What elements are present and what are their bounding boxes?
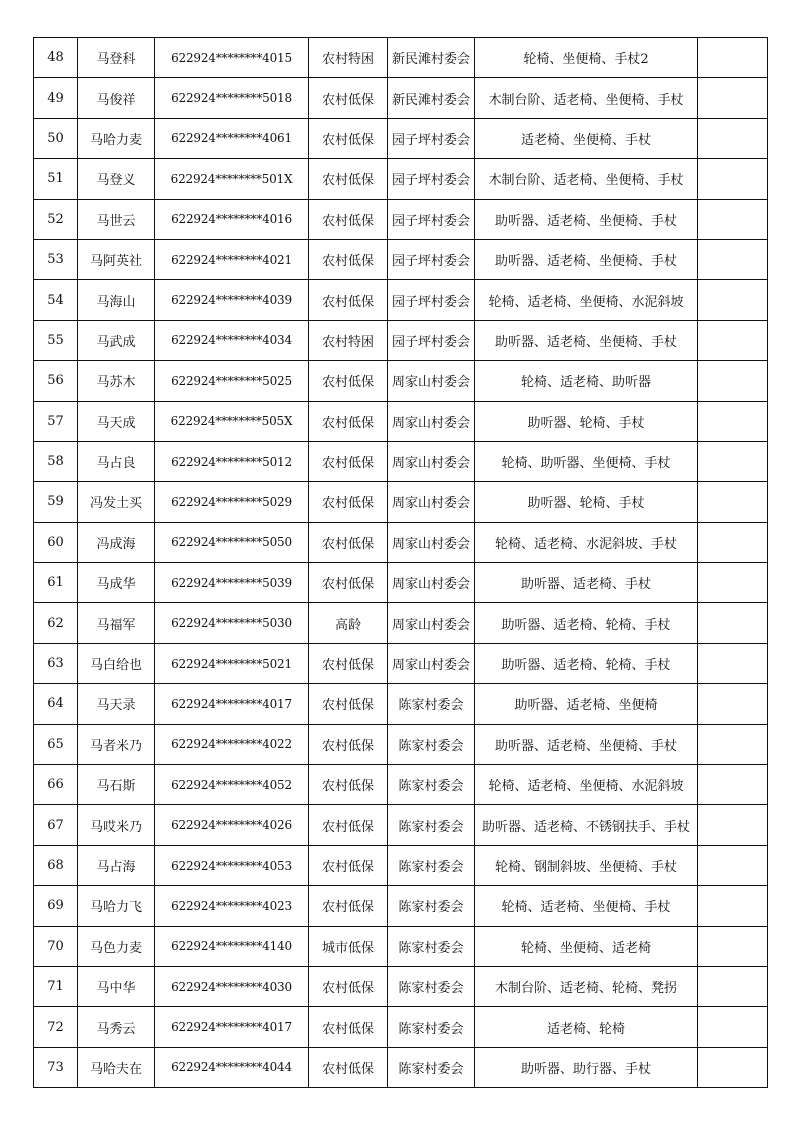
aid-items-cell: 轮椅、坐便椅、手杖2 bbox=[475, 38, 698, 78]
row-number-cell: 66 bbox=[34, 765, 78, 805]
name-cell: 马天成 bbox=[78, 401, 155, 441]
table-row bbox=[34, 966, 768, 1006]
name-cell: 马福军 bbox=[78, 603, 155, 643]
remarks-cell bbox=[698, 805, 768, 845]
name-cell: 马天录 bbox=[78, 684, 155, 724]
aid-items-cell: 轮椅、适老椅、助听器 bbox=[475, 361, 698, 401]
name-cell: 冯成海 bbox=[78, 522, 155, 562]
name-cell: 马白给也 bbox=[78, 643, 155, 683]
table-row bbox=[34, 38, 768, 78]
id-number-cell: 622924********4026 bbox=[155, 805, 309, 845]
row-number-cell: 48 bbox=[34, 38, 78, 78]
aid-items-cell: 助听器、适老椅、坐便椅 bbox=[475, 684, 698, 724]
remarks-cell bbox=[698, 199, 768, 239]
table-body bbox=[34, 38, 768, 1088]
remarks-cell bbox=[698, 563, 768, 603]
category-cell: 农村低保 bbox=[309, 522, 388, 562]
id-number-cell: 622924********4034 bbox=[155, 320, 309, 360]
remarks-cell bbox=[698, 38, 768, 78]
row-number-cell: 61 bbox=[34, 563, 78, 603]
category-cell: 农村低保 bbox=[309, 78, 388, 118]
village-committee-cell: 新民滩村委会 bbox=[388, 38, 475, 78]
remarks-cell bbox=[698, 239, 768, 279]
table-row bbox=[34, 522, 768, 562]
table-row bbox=[34, 1047, 768, 1087]
village-committee-cell: 陈家村委会 bbox=[388, 845, 475, 885]
aid-items-cell: 助听器、适老椅、坐便椅、手杖 bbox=[475, 199, 698, 239]
id-number-cell: 622924********4052 bbox=[155, 765, 309, 805]
id-number-cell: 622924********5018 bbox=[155, 78, 309, 118]
remarks-cell bbox=[698, 482, 768, 522]
row-number-cell: 69 bbox=[34, 886, 78, 926]
name-cell: 马占良 bbox=[78, 441, 155, 481]
row-number-cell: 67 bbox=[34, 805, 78, 845]
name-cell: 马哈力飞 bbox=[78, 886, 155, 926]
name-cell: 马苏木 bbox=[78, 361, 155, 401]
id-number-cell: 622924********4017 bbox=[155, 684, 309, 724]
category-cell: 农村低保 bbox=[309, 765, 388, 805]
village-committee-cell: 周家山村委会 bbox=[388, 563, 475, 603]
row-number-cell: 73 bbox=[34, 1047, 78, 1087]
table-row bbox=[34, 724, 768, 764]
remarks-cell bbox=[698, 159, 768, 199]
category-cell: 农村低保 bbox=[309, 563, 388, 603]
village-committee-cell: 园子坪村委会 bbox=[388, 239, 475, 279]
category-cell: 农村低保 bbox=[309, 724, 388, 764]
table-row bbox=[34, 78, 768, 118]
id-number-cell: 622924********505X bbox=[155, 401, 309, 441]
name-cell: 马哈力麦 bbox=[78, 118, 155, 158]
remarks-cell bbox=[698, 765, 768, 805]
category-cell: 农村低保 bbox=[309, 1047, 388, 1087]
category-cell: 农村低保 bbox=[309, 199, 388, 239]
row-number-cell: 64 bbox=[34, 684, 78, 724]
table-row bbox=[34, 765, 768, 805]
village-committee-cell: 陈家村委会 bbox=[388, 966, 475, 1006]
table-row bbox=[34, 280, 768, 320]
name-cell: 马海山 bbox=[78, 280, 155, 320]
village-committee-cell: 陈家村委会 bbox=[388, 1047, 475, 1087]
remarks-cell bbox=[698, 118, 768, 158]
remarks-cell bbox=[698, 684, 768, 724]
name-cell: 马石斯 bbox=[78, 765, 155, 805]
id-number-cell: 622924********4021 bbox=[155, 239, 309, 279]
id-number-cell: 622924********4044 bbox=[155, 1047, 309, 1087]
remarks-cell bbox=[698, 361, 768, 401]
category-cell: 农村低保 bbox=[309, 239, 388, 279]
category-cell: 高龄 bbox=[309, 603, 388, 643]
id-number-cell: 622924********5012 bbox=[155, 441, 309, 481]
remarks-cell bbox=[698, 966, 768, 1006]
category-cell: 农村低保 bbox=[309, 643, 388, 683]
aid-items-cell: 助听器、适老椅、手杖 bbox=[475, 563, 698, 603]
name-cell: 马色力麦 bbox=[78, 926, 155, 966]
row-number-cell: 70 bbox=[34, 926, 78, 966]
row-number-cell: 55 bbox=[34, 320, 78, 360]
village-committee-cell: 园子坪村委会 bbox=[388, 199, 475, 239]
table-row bbox=[34, 1007, 768, 1047]
id-number-cell: 622924********4022 bbox=[155, 724, 309, 764]
id-number-cell: 622924********4140 bbox=[155, 926, 309, 966]
aid-items-cell: 助听器、适老椅、不锈钢扶手、手杖 bbox=[475, 805, 698, 845]
category-cell: 农村低保 bbox=[309, 280, 388, 320]
id-number-cell: 622924********4030 bbox=[155, 966, 309, 1006]
village-committee-cell: 园子坪村委会 bbox=[388, 159, 475, 199]
row-number-cell: 54 bbox=[34, 280, 78, 320]
row-number-cell: 52 bbox=[34, 199, 78, 239]
id-number-cell: 622924********501X bbox=[155, 159, 309, 199]
name-cell: 马俊祥 bbox=[78, 78, 155, 118]
village-committee-cell: 周家山村委会 bbox=[388, 401, 475, 441]
table-row bbox=[34, 805, 768, 845]
category-cell: 农村低保 bbox=[309, 1007, 388, 1047]
remarks-cell bbox=[698, 320, 768, 360]
id-number-cell: 622924********5021 bbox=[155, 643, 309, 683]
aid-items-cell: 适老椅、轮椅 bbox=[475, 1007, 698, 1047]
aid-items-cell: 轮椅、助听器、坐便椅、手杖 bbox=[475, 441, 698, 481]
name-cell: 马阿英社 bbox=[78, 239, 155, 279]
id-number-cell: 622924********4017 bbox=[155, 1007, 309, 1047]
row-number-cell: 57 bbox=[34, 401, 78, 441]
row-number-cell: 59 bbox=[34, 482, 78, 522]
village-committee-cell: 陈家村委会 bbox=[388, 926, 475, 966]
category-cell: 农村低保 bbox=[309, 966, 388, 1006]
table-row bbox=[34, 401, 768, 441]
aid-items-cell: 助听器、助行器、手杖 bbox=[475, 1047, 698, 1087]
category-cell: 农村低保 bbox=[309, 118, 388, 158]
category-cell: 农村特困 bbox=[309, 320, 388, 360]
beneficiary-table bbox=[33, 37, 768, 1088]
remarks-cell bbox=[698, 845, 768, 885]
name-cell: 马武成 bbox=[78, 320, 155, 360]
category-cell: 农村低保 bbox=[309, 482, 388, 522]
id-number-cell: 622924********4015 bbox=[155, 38, 309, 78]
remarks-cell bbox=[698, 78, 768, 118]
name-cell: 马哎米乃 bbox=[78, 805, 155, 845]
table-row bbox=[34, 441, 768, 481]
category-cell: 农村特困 bbox=[309, 38, 388, 78]
id-number-cell: 622924********4061 bbox=[155, 118, 309, 158]
village-committee-cell: 周家山村委会 bbox=[388, 361, 475, 401]
aid-items-cell: 木制台阶、适老椅、坐便椅、手杖 bbox=[475, 159, 698, 199]
category-cell: 农村低保 bbox=[309, 684, 388, 724]
aid-items-cell: 助听器、适老椅、坐便椅、手杖 bbox=[475, 239, 698, 279]
table-row bbox=[34, 118, 768, 158]
row-number-cell: 49 bbox=[34, 78, 78, 118]
row-number-cell: 68 bbox=[34, 845, 78, 885]
remarks-cell bbox=[698, 401, 768, 441]
aid-items-cell: 轮椅、适老椅、坐便椅、手杖 bbox=[475, 886, 698, 926]
village-committee-cell: 陈家村委会 bbox=[388, 1007, 475, 1047]
remarks-cell bbox=[698, 643, 768, 683]
village-committee-cell: 园子坪村委会 bbox=[388, 280, 475, 320]
row-number-cell: 71 bbox=[34, 966, 78, 1006]
remarks-cell bbox=[698, 926, 768, 966]
id-number-cell: 622924********5029 bbox=[155, 482, 309, 522]
category-cell: 农村低保 bbox=[309, 401, 388, 441]
category-cell: 农村低保 bbox=[309, 361, 388, 401]
id-number-cell: 622924********5025 bbox=[155, 361, 309, 401]
remarks-cell bbox=[698, 1047, 768, 1087]
table-row bbox=[34, 603, 768, 643]
category-cell: 农村低保 bbox=[309, 441, 388, 481]
village-committee-cell: 陈家村委会 bbox=[388, 765, 475, 805]
id-number-cell: 622924********5030 bbox=[155, 603, 309, 643]
remarks-cell bbox=[698, 724, 768, 764]
id-number-cell: 622924********4053 bbox=[155, 845, 309, 885]
village-committee-cell: 陈家村委会 bbox=[388, 684, 475, 724]
table-row bbox=[34, 239, 768, 279]
row-number-cell: 58 bbox=[34, 441, 78, 481]
name-cell: 冯发土买 bbox=[78, 482, 155, 522]
category-cell: 农村低保 bbox=[309, 845, 388, 885]
table-row bbox=[34, 320, 768, 360]
row-number-cell: 53 bbox=[34, 239, 78, 279]
id-number-cell: 622924********4016 bbox=[155, 199, 309, 239]
aid-items-cell: 助听器、轮椅、手杖 bbox=[475, 401, 698, 441]
village-committee-cell: 园子坪村委会 bbox=[388, 320, 475, 360]
village-committee-cell: 陈家村委会 bbox=[388, 724, 475, 764]
aid-items-cell: 轮椅、适老椅、水泥斜坡、手杖 bbox=[475, 522, 698, 562]
village-committee-cell: 周家山村委会 bbox=[388, 522, 475, 562]
category-cell: 农村低保 bbox=[309, 159, 388, 199]
aid-items-cell: 木制台阶、适老椅、轮椅、凳拐 bbox=[475, 966, 698, 1006]
aid-items-cell: 轮椅、坐便椅、适老椅 bbox=[475, 926, 698, 966]
id-number-cell: 622924********5050 bbox=[155, 522, 309, 562]
table-row bbox=[34, 643, 768, 683]
aid-items-cell: 轮椅、适老椅、坐便椅、水泥斜坡 bbox=[475, 765, 698, 805]
category-cell: 农村低保 bbox=[309, 805, 388, 845]
remarks-cell bbox=[698, 441, 768, 481]
aid-items-cell: 适老椅、坐便椅、手杖 bbox=[475, 118, 698, 158]
id-number-cell: 622924********4023 bbox=[155, 886, 309, 926]
row-number-cell: 65 bbox=[34, 724, 78, 764]
table-row bbox=[34, 886, 768, 926]
name-cell: 马登科 bbox=[78, 38, 155, 78]
name-cell: 马中华 bbox=[78, 966, 155, 1006]
table-row bbox=[34, 159, 768, 199]
aid-items-cell: 助听器、适老椅、轮椅、手杖 bbox=[475, 603, 698, 643]
remarks-cell bbox=[698, 280, 768, 320]
category-cell: 农村低保 bbox=[309, 886, 388, 926]
row-number-cell: 50 bbox=[34, 118, 78, 158]
remarks-cell bbox=[698, 1007, 768, 1047]
name-cell: 马登义 bbox=[78, 159, 155, 199]
row-number-cell: 63 bbox=[34, 643, 78, 683]
village-committee-cell: 陈家村委会 bbox=[388, 805, 475, 845]
village-committee-cell: 陈家村委会 bbox=[388, 886, 475, 926]
aid-items-cell: 助听器、轮椅、手杖 bbox=[475, 482, 698, 522]
row-number-cell: 72 bbox=[34, 1007, 78, 1047]
aid-items-cell: 轮椅、钢制斜坡、坐便椅、手杖 bbox=[475, 845, 698, 885]
id-number-cell: 622924********4039 bbox=[155, 280, 309, 320]
aid-items-cell: 木制台阶、适老椅、坐便椅、手杖 bbox=[475, 78, 698, 118]
village-committee-cell: 周家山村委会 bbox=[388, 643, 475, 683]
row-number-cell: 56 bbox=[34, 361, 78, 401]
row-number-cell: 60 bbox=[34, 522, 78, 562]
table-row bbox=[34, 563, 768, 603]
remarks-cell bbox=[698, 522, 768, 562]
aid-items-cell: 助听器、适老椅、轮椅、手杖 bbox=[475, 643, 698, 683]
name-cell: 马者米乃 bbox=[78, 724, 155, 764]
table-row bbox=[34, 926, 768, 966]
village-committee-cell: 周家山村委会 bbox=[388, 482, 475, 522]
village-committee-cell: 园子坪村委会 bbox=[388, 118, 475, 158]
aid-items-cell: 助听器、适老椅、坐便椅、手杖 bbox=[475, 724, 698, 764]
remarks-cell bbox=[698, 886, 768, 926]
name-cell: 马占海 bbox=[78, 845, 155, 885]
row-number-cell: 62 bbox=[34, 603, 78, 643]
name-cell: 马秀云 bbox=[78, 1007, 155, 1047]
table-row bbox=[34, 199, 768, 239]
row-number-cell: 51 bbox=[34, 159, 78, 199]
name-cell: 马哈夫在 bbox=[78, 1047, 155, 1087]
category-cell: 城市低保 bbox=[309, 926, 388, 966]
table-row bbox=[34, 482, 768, 522]
name-cell: 马成华 bbox=[78, 563, 155, 603]
remarks-cell bbox=[698, 603, 768, 643]
village-committee-cell: 周家山村委会 bbox=[388, 603, 475, 643]
table-row bbox=[34, 845, 768, 885]
village-committee-cell: 新民滩村委会 bbox=[388, 78, 475, 118]
id-number-cell: 622924********5039 bbox=[155, 563, 309, 603]
name-cell: 马世云 bbox=[78, 199, 155, 239]
table-row bbox=[34, 684, 768, 724]
aid-items-cell: 轮椅、适老椅、坐便椅、水泥斜坡 bbox=[475, 280, 698, 320]
village-committee-cell: 周家山村委会 bbox=[388, 441, 475, 481]
aid-items-cell: 助听器、适老椅、坐便椅、手杖 bbox=[475, 320, 698, 360]
table-row bbox=[34, 361, 768, 401]
